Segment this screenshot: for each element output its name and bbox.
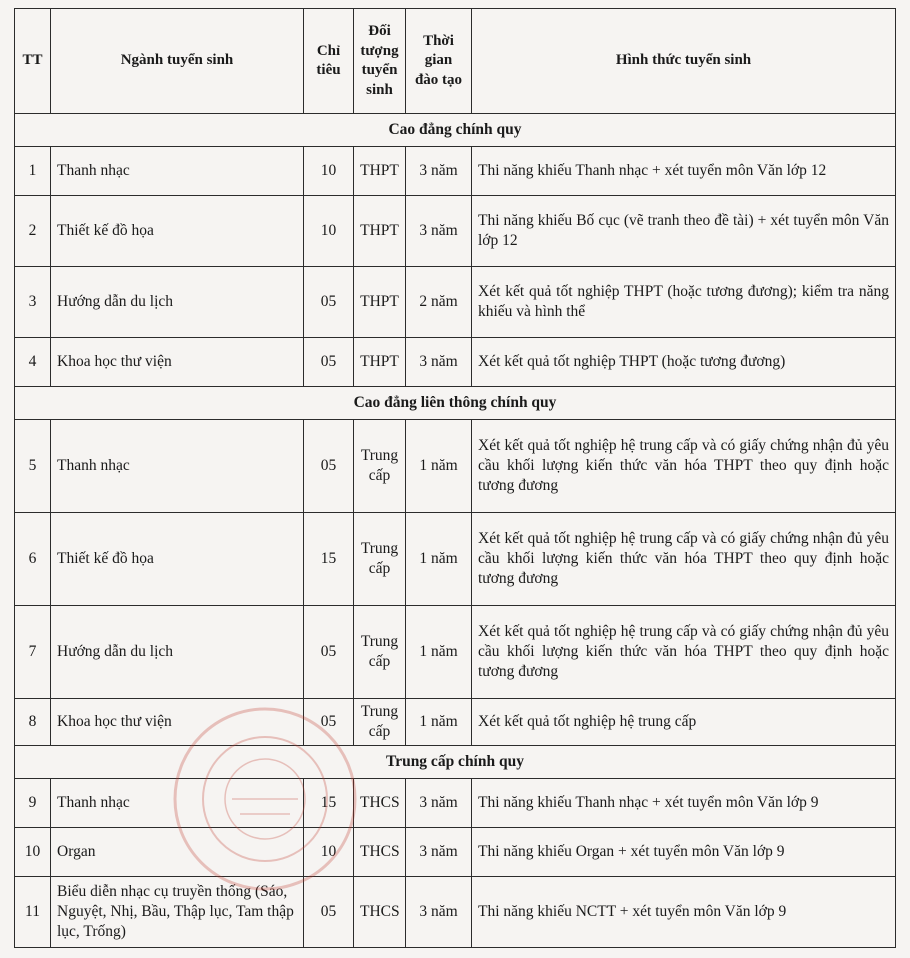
table-body xyxy=(15,114,896,948)
row-number: 1 xyxy=(15,147,51,196)
row-number: 10 xyxy=(15,828,51,877)
major-name: Hướng dẫn du lịch xyxy=(51,267,304,338)
target-group: THPT xyxy=(354,196,406,267)
quota-value: 05 xyxy=(304,699,354,746)
header-form: Hình thức tuyển sinh xyxy=(472,9,896,114)
target-group: THCS xyxy=(354,828,406,877)
quota-value: 10 xyxy=(304,828,354,877)
target-group: THPT xyxy=(354,338,406,387)
section-header-row xyxy=(15,114,896,147)
quota-value: 05 xyxy=(304,267,354,338)
major-name: Hướng dẫn du lịch xyxy=(51,606,304,699)
major-name: Organ xyxy=(51,828,304,877)
training-duration: 3 năm xyxy=(406,338,472,387)
target-group: Trung cấp xyxy=(354,420,406,513)
quota-value: 15 xyxy=(304,513,354,606)
major-name: Thiết kế đồ họa xyxy=(51,196,304,267)
section-title: Trung cấp chính quy xyxy=(15,746,896,779)
quota-value: 15 xyxy=(304,779,354,828)
training-duration: 1 năm xyxy=(406,606,472,699)
quota-value: 05 xyxy=(304,420,354,513)
table-header-row xyxy=(15,9,896,114)
training-duration: 3 năm xyxy=(406,877,472,948)
row-number: 3 xyxy=(15,267,51,338)
admission-form: Thi năng khiếu NCTT + xét tuyển môn Văn lớp 9 xyxy=(472,877,896,948)
row-number: 11 xyxy=(15,877,51,948)
target-group: THCS xyxy=(354,779,406,828)
admissions-table xyxy=(14,8,896,948)
header-duration: Thời gian đào tạo xyxy=(406,9,472,114)
target-group: Trung cấp xyxy=(354,606,406,699)
section-header-row xyxy=(15,387,896,420)
quota-value: 05 xyxy=(304,338,354,387)
major-name: Thanh nhạc xyxy=(51,420,304,513)
major-name: Khoa học thư viện xyxy=(51,699,304,746)
training-duration: 3 năm xyxy=(406,779,472,828)
quota-value: 05 xyxy=(304,877,354,948)
quota-value: 10 xyxy=(304,147,354,196)
training-duration: 3 năm xyxy=(406,147,472,196)
header-quota: Chỉ tiêu xyxy=(304,9,354,114)
admission-form: Xét kết quả tốt nghiệp hệ trung cấp và có giấy chứng nhận đủ yêu cầu khối lượng kiến thức văn hóa THPT theo quy định hoặc tương đương xyxy=(472,606,896,699)
table-row xyxy=(15,147,896,196)
table-row xyxy=(15,196,896,267)
training-duration: 1 năm xyxy=(406,420,472,513)
training-duration: 2 năm xyxy=(406,267,472,338)
admission-form: Thi năng khiếu Organ + xét tuyển môn Văn lớp 9 xyxy=(472,828,896,877)
quota-value: 10 xyxy=(304,196,354,267)
major-name: Thanh nhạc xyxy=(51,147,304,196)
admission-form: Thi năng khiếu Thanh nhạc + xét tuyển môn Văn lớp 9 xyxy=(472,779,896,828)
target-group: THPT xyxy=(354,147,406,196)
table-row xyxy=(15,699,896,746)
row-number: 5 xyxy=(15,420,51,513)
target-group: Trung cấp xyxy=(354,699,406,746)
header-tt: TT xyxy=(15,9,51,114)
table-row xyxy=(15,877,896,948)
row-number: 6 xyxy=(15,513,51,606)
training-duration: 3 năm xyxy=(406,828,472,877)
major-name: Thanh nhạc xyxy=(51,779,304,828)
row-number: 7 xyxy=(15,606,51,699)
table-row xyxy=(15,828,896,877)
training-duration: 1 năm xyxy=(406,699,472,746)
target-group: THPT xyxy=(354,267,406,338)
row-number: 9 xyxy=(15,779,51,828)
admission-form: Xét kết quả tốt nghiệp hệ trung cấp và có giấy chứng nhận đủ yêu cầu khối lượng kiến thức văn hóa THPT theo quy định hoặc tương đương xyxy=(472,420,896,513)
section-header-row xyxy=(15,746,896,779)
training-duration: 1 năm xyxy=(406,513,472,606)
table-row xyxy=(15,606,896,699)
major-name: Thiết kế đồ họa xyxy=(51,513,304,606)
admission-form: Xét kết quả tốt nghiệp hệ trung cấp xyxy=(472,699,896,746)
header-major: Ngành tuyển sinh xyxy=(51,9,304,114)
admission-form: Thi năng khiếu Thanh nhạc + xét tuyển môn Văn lớp 12 xyxy=(472,147,896,196)
training-duration: 3 năm xyxy=(406,196,472,267)
target-group: THCS xyxy=(354,877,406,948)
quota-value: 05 xyxy=(304,606,354,699)
major-name: Khoa học thư viện xyxy=(51,338,304,387)
table-row xyxy=(15,338,896,387)
table-row xyxy=(15,513,896,606)
row-number: 8 xyxy=(15,699,51,746)
section-title: Cao đẳng chính quy xyxy=(15,114,896,147)
admission-form: Xét kết quả tốt nghiệp hệ trung cấp và có giấy chứng nhận đủ yêu cầu khối lượng kiến thức văn hóa THPT theo quy định hoặc tương đương xyxy=(472,513,896,606)
major-name: Biểu diễn nhạc cụ truyền thống (Sáo, Nguyệt, Nhị, Bầu, Thập lục, Tam thập lục, Trống) xyxy=(51,877,304,948)
table-row xyxy=(15,267,896,338)
target-group: Trung cấp xyxy=(354,513,406,606)
admission-form: Xét kết quả tốt nghiệp THPT (hoặc tương đương); kiểm tra năng khiếu và hình thể xyxy=(472,267,896,338)
admission-form: Thi năng khiếu Bố cục (vẽ tranh theo đề tài) + xét tuyển môn Văn lớp 12 xyxy=(472,196,896,267)
row-number: 2 xyxy=(15,196,51,267)
header-target: Đối tượng tuyển sinh xyxy=(354,9,406,114)
table-row xyxy=(15,779,896,828)
table-row xyxy=(15,420,896,513)
row-number: 4 xyxy=(15,338,51,387)
section-title: Cao đẳng liên thông chính quy xyxy=(15,387,896,420)
admission-form: Xét kết quả tốt nghiệp THPT (hoặc tương đương) xyxy=(472,338,896,387)
